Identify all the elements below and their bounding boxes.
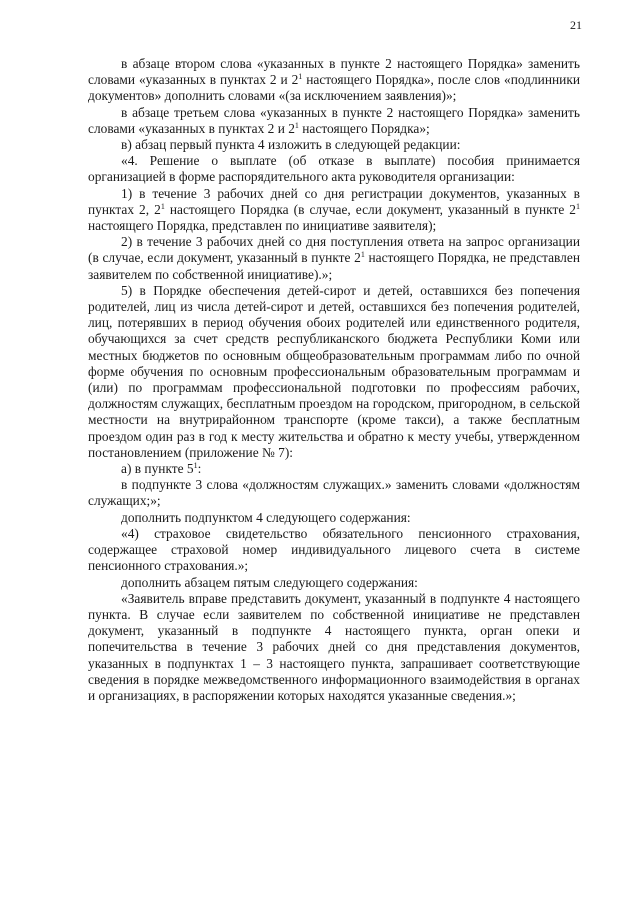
paragraph: в подпункте 3 слова «должностям служащих.» заменить словами «должностям служащих;»; [88, 477, 580, 509]
paragraph: в) абзац первый пункта 4 изложить в следующей редакции: [121, 137, 461, 153]
paragraph: «4. Решение о выплате (об отказе в выплате) пособия принимается организацией в форме распорядительного акта руководителя организации: [88, 153, 580, 185]
page-number: 21 [570, 18, 582, 32]
superscript: 1 [160, 201, 165, 211]
paragraph: а) в пункте $5^1$: [121, 461, 202, 477]
paragraph: в абзаце третьем слова «указанных в пункте 2 настоящего Порядка» заменить словами «указанных в пунктах 2 и $2^1$ настоящего Порядка»; [88, 104, 580, 136]
paragraph: дополнить абзацем пятым следующего содержания: [121, 574, 418, 590]
paragraph: «Заявитель вправе представить документ, указанный в подпункте 4 настоящего пункта. В случае если заявителем по собственной инициативе не представлен документ, указанный в подпункте 4 настоящего пункта, орган опеки и попечительства в течение 3 рабочих дней со дня представления документов, указанных в подпунктах 1 – 3 настоящего пункта, запрашивает соответствующие сведения в порядке межведомственного информационного взаимодействия в органах и организациях, в распоряжении которых находятся указанные сведения.»; [88, 590, 580, 703]
superscript: 1 [576, 201, 580, 211]
paragraph: дополнить подпунктом 4 следующего содержания: [121, 509, 411, 525]
superscript: 1 [294, 120, 299, 130]
superscript: 1 [360, 250, 365, 260]
paragraph: 2) в течение 3 рабочих дней со дня поступления ответа на запрос организации (в случае, если документ, указанный в пункте $2^1$ настоящего Порядка, не представлен заявителем по собственной инициативе).»; [88, 234, 580, 282]
superscript: 1 [298, 72, 303, 82]
paragraph: 1) в течение 3 рабочих дней со дня регистрации документов, указанных в пунктах 2, $2^1$ настоящего Порядка (в случае, если документ, указанный в пункте $2^1$ настоящего Порядка, представлен по инициативе заявителя); [88, 185, 580, 234]
paragraph: в абзаце втором слова «указанных в пункте 2 настоящего Порядка» заменить словами «указанных в пунктах 2 и $2^1$ настоящего Порядка», после слов «подлинники документов» дополнить словами «(за исключением заявления)»; [88, 56, 581, 104]
document-body [88, 56, 580, 704]
superscript: 1 [193, 461, 198, 471]
paragraph: 5) в Порядке обеспечения детей-сирот и детей, оставшихся без попечения родителей, лиц из числа детей-сирот и детей, оставшихся без попечения родителей, лиц, потерявших в период обучения обоих родителей или единственного родителя, обучающихся за счет средств республиканского бюджета Республики Коми или местных бюджетов по основным общеобразовательным программам либо по очной форме обучения по основным профессиональным образовательным программам и (или) по программам профессиональной подготовки по профессиям рабочих, должностям служащих, бесплатным проездом на городском, пригородном, в сельской местности на внутрирайонном транспорте (кроме такси), а также бесплатным проездом один раз в год к месту жительства и обратно к месту учебы, утвержденном постановлением (приложение № 7): [88, 282, 580, 460]
paragraph: «4) страховое свидетельство обязательного пенсионного страхования, содержащее страховой номер индивидуального лицевого счета в системе пенсионного страхования.»; [88, 525, 580, 574]
